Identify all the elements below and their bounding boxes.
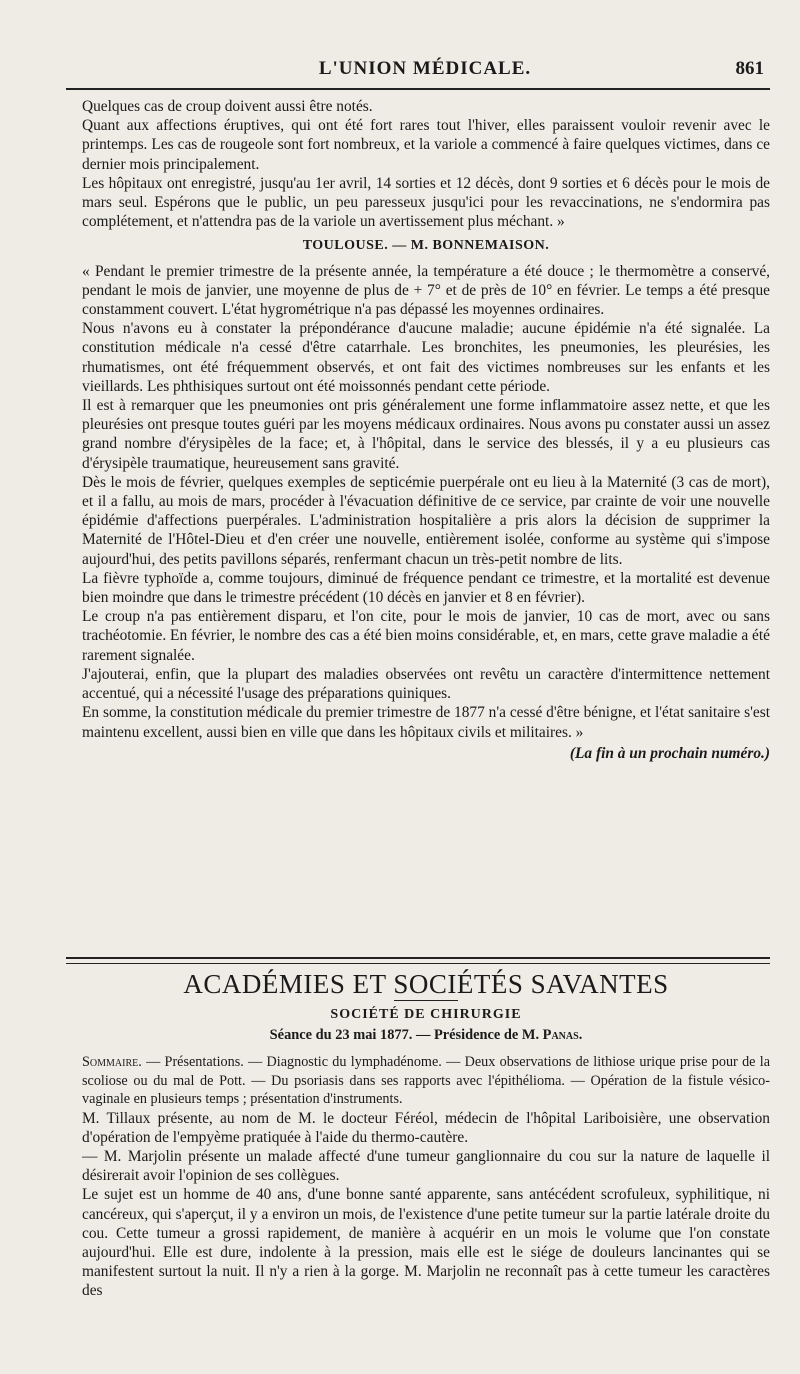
- journal-title: L'UNION MÉDICALE.: [318, 58, 532, 79]
- paragraph: Dès le mois de février, quelques exemples de septicémie puerpérale ont eu lieu à la Maternité (3 cas de mort), et il a fallu, au mois de mars, procéder à l'évacuation définitive de ce service, par crainte de voir une nouvelle épidémie d'affections puerpérales. L'administration hospitalière a pris alors la décision de supprimer la Maternité de l'Hôtel-Dieu et d'en créer une nouvelle, entièrement isolée, conforme au système qui s'impose aujourd'hui, des petits pavillons séparés, renfermant chacun un très-petit nombre de lits.: [82, 473, 770, 568]
- session-president: Panas: [542, 1027, 579, 1044]
- paragraph: M. Tillaux présente, au nom de M. le docteur Féréol, médecin de l'hôpital Lariboisière, une observation d'opération de l'empyème pratiquée à l'aide du thermo-cautère.: [82, 1109, 770, 1146]
- paragraph: Nous n'avons eu à constater la prépondérance d'aucune maladie; aucune épidémie n'a été signalée. La constitution médicale n'a cessé d'être catarrhale. Les bronchites, les pneumonies, les pleurésies, les rhumatismes, ont été fréquemment observés, et ont fait des victimes nombreuses sur les enfants et les vieillards. Les phthisiques surtout ont été moissonnés pendant cette période.: [82, 320, 770, 395]
- paragraph: Les hôpitaux ont enregistré, jusqu'au 1er avril, 14 sorties et 12 décès, dont 9 sorties et 6 décès pour le mois de mars seul. Espérons que le public, un peu paresseux jusqu'ici pour les revaccinations, ne s'endormira pas complétement, et n'attendra pas de la variole un avertissement plus méchant. »: [82, 174, 770, 231]
- continuation-note: (La fin à un prochain numéro.): [569, 744, 770, 762]
- session-line: [82, 1026, 770, 1045]
- running-header: [80, 56, 770, 86]
- paragraph: — M. Marjolin présente un malade affecté d'une tumeur ganglionnaire du cou sur la nature de laquelle il désirerait avoir l'opinion de ses collègues.: [82, 1148, 770, 1185]
- paragraph: Quelques cas de croup doivent aussi être notés.: [82, 98, 373, 115]
- academies-section: [82, 968, 770, 1301]
- summary-text: — Présentations. — Diagnostic du lymphadénome. — Deux observations de lithiose urique prise pour de la scoliose ou du mal de Pott. — Du psoriasis dans ses rapports avec l'épithélioma. — Opération de la fistule vésico-vaginale en plusieurs temps ; présentation d'instruments.: [82, 1054, 770, 1108]
- paragraph: J'ajouterai, enfin, que la plupart des maladies observées ont revêtu un caractère d'intermittence nettement accentué, qui a nécessité l'usage des préparations quiniques.: [82, 665, 770, 703]
- header-rule: [66, 88, 770, 90]
- paragraph: En somme, la constitution médicale du premier trimestre de 1877 n'a cessé d'être bénigne, et l'état sanitaire s'est maintenu excellent, aussi bien en ville que dans les hôpitaux civils et militaires. »: [82, 704, 770, 741]
- title-rule: [394, 1000, 458, 1001]
- society-name: SOCIÉTÉ DE CHIRURGIE: [330, 1007, 522, 1022]
- paragraph: Le croup n'a pas entièrement disparu, et l'on cite, pour le mois de janvier, 10 cas de mort, avec ou sans trachéotomie. En février, le nombre des cas a été bien moins considérable, et, en mars, cette grave maladie a été rarement signalée.: [82, 608, 770, 664]
- paragraph: Quant aux affections éruptives, qui ont été fort rares tout l'hiver, elles paraissent vouloir revenir avec le printemps. Les cas de rougeole sont fort nombreux, et la variole a commencé à faire quelques victimes, dans ce dernier mois principalement.: [82, 117, 770, 173]
- session-suffix: .: [578, 1027, 583, 1044]
- paragraph: La fièvre typhoïde a, comme toujours, diminué de fréquence pendant ce trimestre, et la mortalité est devenue bien moindre que dans le trimestre précédent (10 décès en janvier et 8 en février).: [82, 569, 770, 607]
- summary-label: Sommaire.: [82, 1054, 142, 1071]
- summary: [82, 1053, 770, 1108]
- paragraph: Le sujet est un homme de 40 ans, d'une bonne santé apparente, sans antécédent scrofuleux, syphilitique, ni cancéreux, qui s'aperçut, il y a environ un mois, de l'existence d'une petite tumeur sur la partie latérale droite du cou. Cette tumeur a grossi rapidement, de manière à acquérir en un mois le volume que l'on constate aujourd'hui. Elle est dure, indolente à la pression, mais elle est le siége de douleurs lancinantes qui se manifestent surtout la nuit. Il n'y a rien à la gorge. M. Marjolin ne reconnaît pas à cette tumeur les caractères des: [82, 1186, 770, 1300]
- section-divider: [66, 957, 770, 964]
- paragraph: « Pendant le premier trimestre de la présente année, la température a été douce ; le thermomètre a conservé, pendant le mois de janvier, une moyenne de plus de + 7° et de près de 10° en février. Le temps a été presque constamment couvert. L'état hygrométrique n'a pas dépassé les moyennes ordinaires.: [82, 262, 770, 319]
- page-number: 861: [735, 58, 764, 79]
- session-date: Séance du 23 mai 1877. — Présidence de M.: [269, 1027, 543, 1044]
- section-title: ACADÉMIES ET SOCIÉTÉS SAVANTES: [183, 969, 669, 999]
- paragraph: Il est à remarquer que les pneumonies ont pris généralement une forme inflammatoire assez nette, et que les pleurésies ont presque toutes guéri par les moyens médicaux ordinaires. Nous avons pu constater aussi un assez grand nombre d'érysipèles de la face; et, à l'hôpital, dans le service des blessés, il y a eu plusieurs cas d'érysipèle traumatique, heureusement sans gravité.: [82, 397, 770, 472]
- article-continuation: [82, 97, 770, 763]
- section-heading-toulouse: TOULOUSE. — M. BONNEMAISON.: [302, 238, 550, 254]
